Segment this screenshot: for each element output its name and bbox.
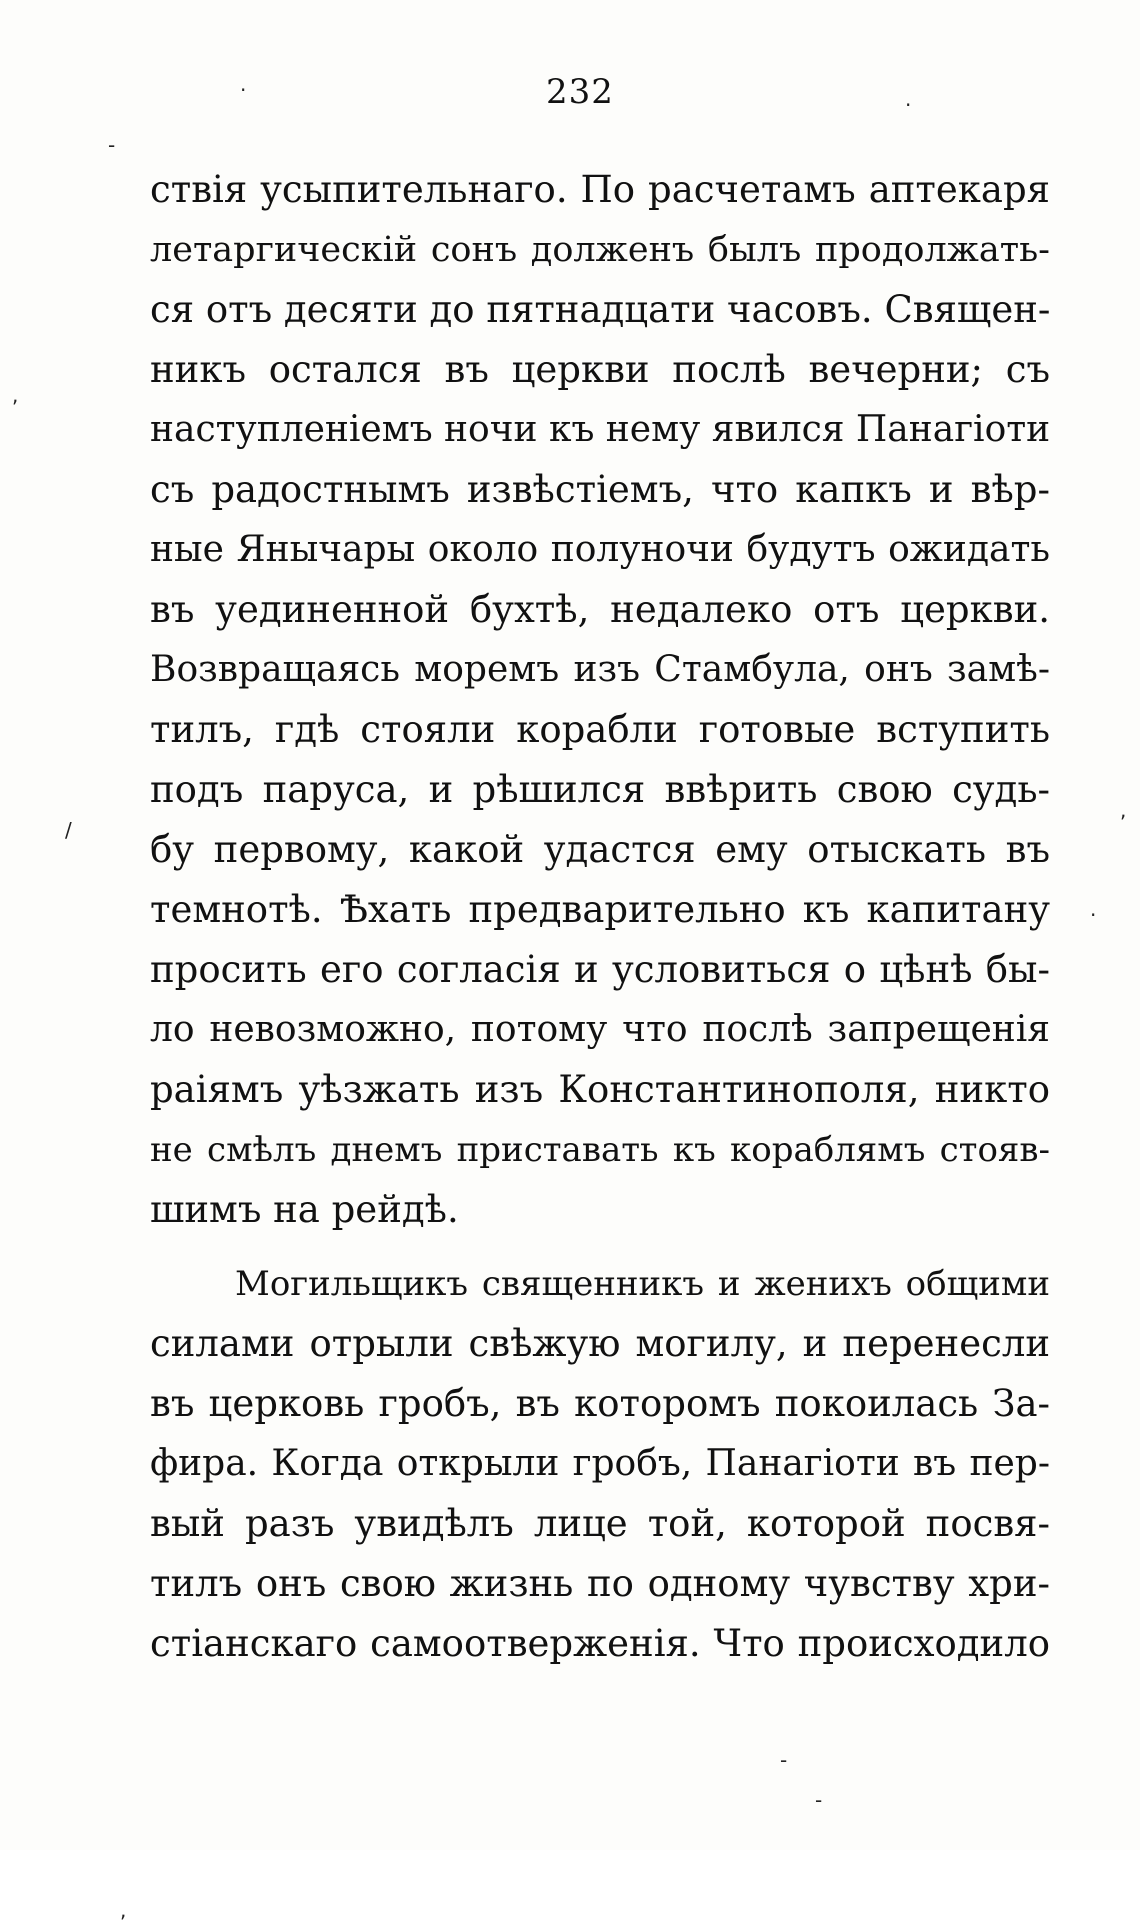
text-line: подъ паруса, и рѣшился ввѣрить свою судь- [150,768,1050,811]
scan-speck: , [12,383,19,407]
text-line: Могильщикъ священникъ и женихъ общими [235,1264,1050,1304]
text-line: темнотѣ. Ѣхать предварительно къ капитану [150,888,1050,931]
scan-speck: · [1090,903,1097,927]
text-line: не смѣлъ днемъ приставать къ кораблямъ стояв- [150,1130,1050,1170]
scan-speck: · [240,78,247,102]
text-line: вый разъ увидѣлъ лице той, которой посвя- [150,1502,1050,1545]
text-line: тилъ, гдѣ стояли корабли готовые вступить [150,708,1050,751]
text-line: летаргическій сонъ долженъ былъ продолжать- [150,230,1050,270]
text-line: силами отрыли свѣжую могилу, и перенесли [150,1322,1050,1365]
text-line: ся отъ десяти до пятнадцати часовъ. Священ- [150,288,1050,331]
text-line: шимъ на рейдѣ. [150,1188,459,1231]
scan-speck: - [780,1748,788,1772]
text-line: наступленіемъ ночи къ нему явился Панагіоти [150,409,1050,450]
scan-speck: - [815,1788,823,1812]
scan-speck: · [905,93,912,117]
scan-speck: , [1120,798,1127,822]
paragraph [150,160,1050,1240]
text-line: ло невозможно, потому что послѣ запрещенія [150,1009,1050,1050]
scan-speck: , [120,1898,127,1922]
text-line: Возвращаясь моремъ изъ Стамбула, онъ замѣ- [150,649,1050,690]
body-text [150,160,1050,1674]
paragraph [150,1254,1050,1674]
text-line: бу первому, какой удастся ему отыскать въ [150,828,1050,871]
scan-speck: / [65,818,72,842]
text-line: никъ остался въ церкви послѣ вечерни; съ [150,348,1050,391]
text-line: просить его согласія и условиться о цѣнѣ бы- [150,948,1050,991]
scan-speck: - [108,133,116,157]
text-line: раіямъ уѣзжать изъ Константинополя, никто [150,1068,1050,1111]
text-line: въ церковь гробъ, въ которомъ покоилась За- [150,1382,1050,1425]
paragraph-gap [150,1240,1050,1254]
text-line: ствія усыпительнаго. По расчетамъ аптекаря [150,168,1050,211]
page-number: 232 [546,72,614,112]
text-line: стіанскаго самоотверженія. Что происходило [150,1622,1050,1665]
text-line: фира. Когда открыли гробъ, Панагіоти въ пер- [150,1443,1050,1484]
text-line: тилъ онъ свою жизнь по одному чувству хри- [150,1562,1050,1605]
text-line: въ уединенной бухтѣ, недалеко отъ церкви. [150,588,1050,631]
text-line: ные Янычары около полуночи будутъ ожидать [150,529,1050,570]
text-line: съ радостнымъ извѣстіемъ, что капкъ и вѣр- [150,468,1050,511]
